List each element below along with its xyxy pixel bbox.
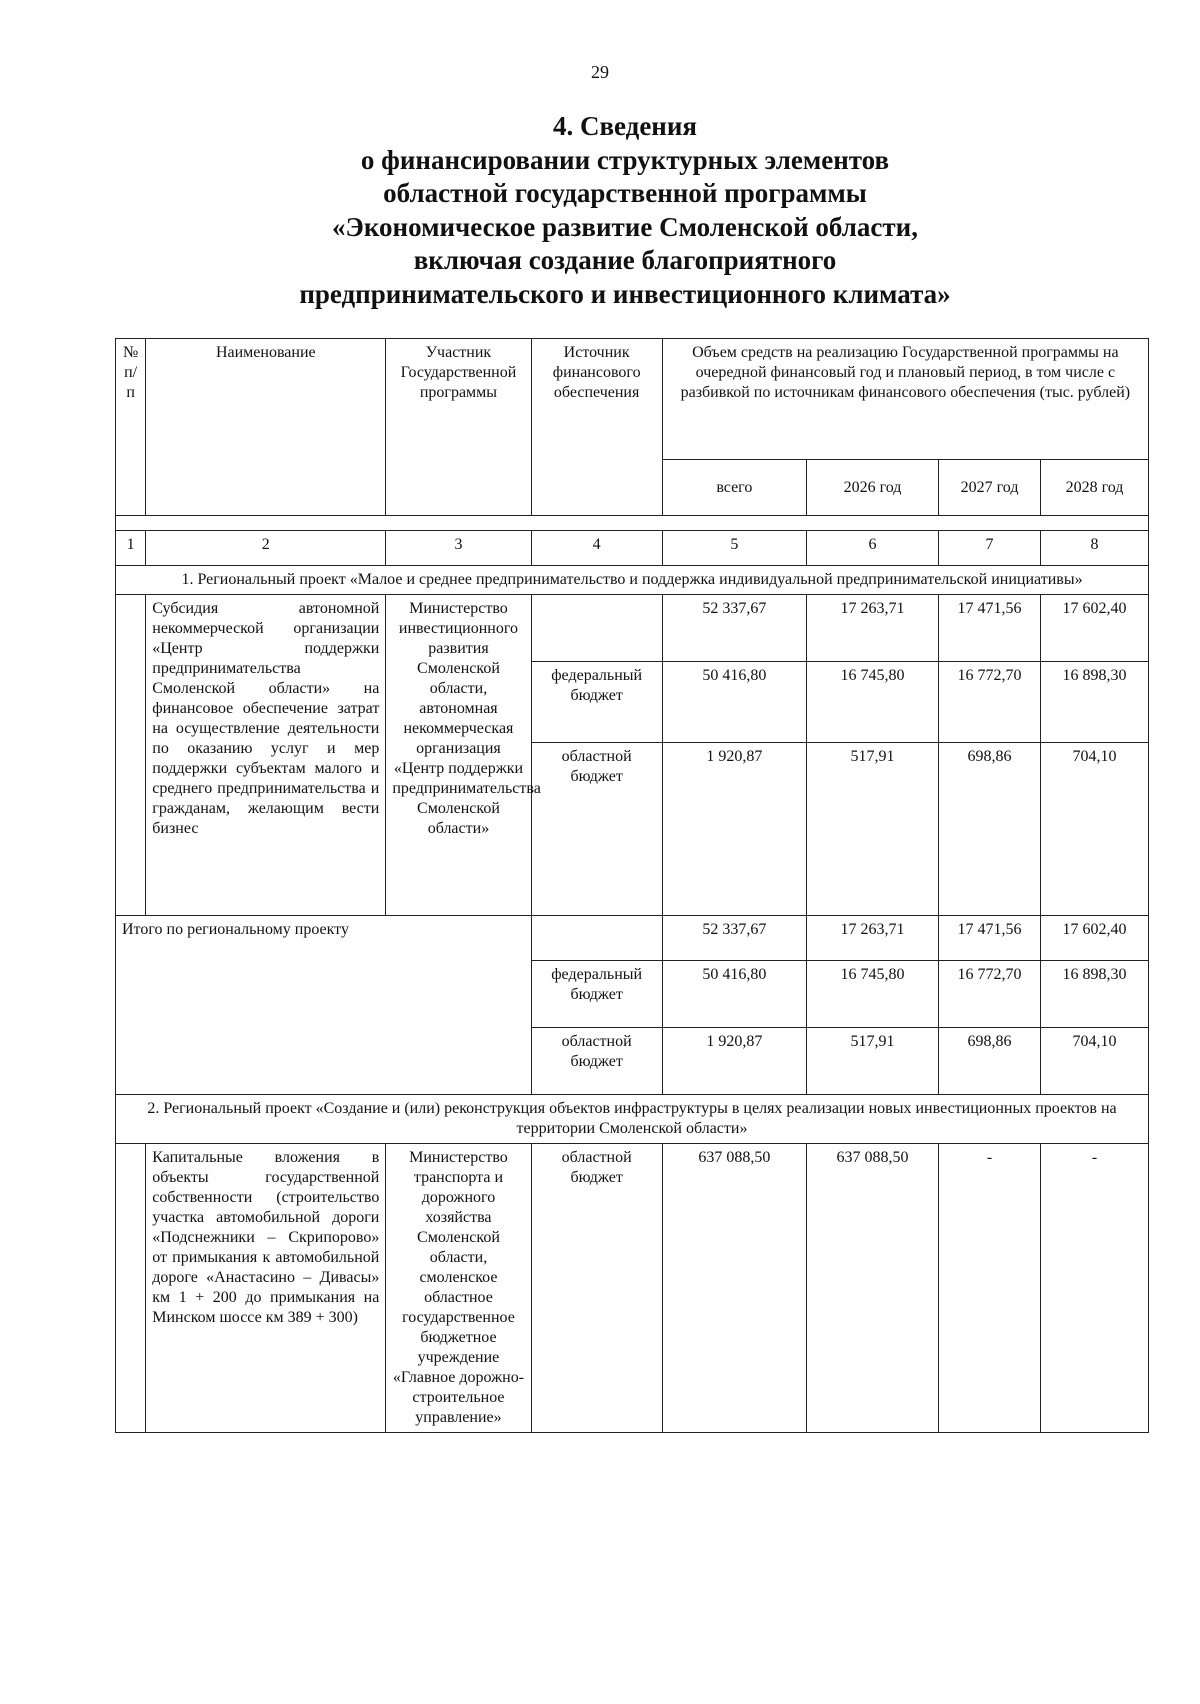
source-cell: областной бюджет bbox=[531, 1144, 662, 1433]
value-total: 52 337,67 bbox=[662, 916, 806, 961]
value-2027: - bbox=[939, 1144, 1041, 1433]
section-1-row-total bbox=[116, 595, 1149, 662]
title-line: о финансировании структурных элементов bbox=[360, 144, 890, 175]
value-2027: 17 471,56 bbox=[939, 916, 1041, 961]
column-number: 3 bbox=[386, 531, 531, 566]
value-2028: - bbox=[1040, 1144, 1148, 1433]
value-2028: 16 898,30 bbox=[1040, 961, 1148, 1028]
section-1-total-row bbox=[116, 916, 1149, 961]
value-2027: 17 471,56 bbox=[939, 595, 1041, 662]
value-2026: 16 745,80 bbox=[806, 961, 938, 1028]
title-line: областной государственной программы bbox=[383, 178, 867, 208]
source-cell: федеральный бюджет bbox=[531, 662, 662, 743]
section-1-total-label: Итого по региональному проекту bbox=[116, 916, 532, 1095]
section-1-item-name: Субсидия автономной некоммерческой организации «Центр поддержки предпринимательства Смоленской области» на финансовое обеспечение затрат на осуществление деятельности по оказанию услуг и мер поддержки субъектам малого и среднего предпринимательства и гражданам, желающим вести бизнес bbox=[146, 595, 386, 916]
column-number: 5 bbox=[662, 531, 806, 566]
column-numbers-row bbox=[116, 531, 1149, 566]
value-2026: 17 263,71 bbox=[806, 916, 938, 961]
section-1-participant: Министерство инвестиционного развития Смоленской области, автономная некоммерческая организация «Центр поддержки предпринимательства Смоленской области» bbox=[386, 595, 531, 916]
value-total: 637 088,50 bbox=[662, 1144, 806, 1433]
title-line: «Экономическое развитие Смоленской области, bbox=[332, 211, 918, 242]
source-cell: федеральный бюджет bbox=[531, 961, 662, 1028]
column-number: 6 bbox=[806, 531, 938, 566]
value-2028: 17 602,40 bbox=[1040, 916, 1148, 961]
value-2026: 17 263,71 bbox=[806, 595, 938, 662]
column-number: 7 bbox=[939, 531, 1041, 566]
header-row bbox=[116, 339, 1149, 460]
column-number: 8 bbox=[1040, 531, 1148, 566]
section-2-title-row bbox=[116, 1095, 1149, 1144]
column-number: 4 bbox=[531, 531, 662, 566]
section-2-title: 2. Региональный проект «Создание и (или) реконструкция объектов инфраструктуры в целях реализации новых инвестиционных проектов на территории Смоленской области» bbox=[116, 1095, 1149, 1144]
column-number: 1 bbox=[116, 531, 146, 566]
source-cell: областной бюджет bbox=[531, 1028, 662, 1095]
source-cell: областной бюджет bbox=[531, 743, 662, 916]
value-total: 50 416,80 bbox=[662, 961, 806, 1028]
source-cell bbox=[531, 916, 662, 961]
value-2026: 517,91 bbox=[806, 1028, 938, 1095]
value-2028: 704,10 bbox=[1040, 743, 1148, 916]
value-total: 1 920,87 bbox=[662, 1028, 806, 1095]
value-2028: 16 898,30 bbox=[1040, 662, 1148, 743]
value-2027: 16 772,70 bbox=[939, 662, 1041, 743]
header-num: № п/п bbox=[116, 339, 146, 516]
header-name: Наименование bbox=[146, 339, 386, 516]
header-2026: 2026 год bbox=[806, 460, 938, 516]
value-2027: 16 772,70 bbox=[939, 961, 1041, 1028]
column-number: 2 bbox=[146, 531, 386, 566]
header-total: всего bbox=[662, 460, 806, 516]
title-line: 4. Сведения bbox=[552, 111, 698, 141]
row-num-empty bbox=[116, 1144, 146, 1433]
value-2028: 704,10 bbox=[1040, 1028, 1148, 1095]
section-1-title-row bbox=[116, 566, 1149, 595]
page-number: 29 bbox=[591, 62, 609, 82]
value-total: 1 920,87 bbox=[662, 743, 806, 916]
section-2-participant: Министерство транспорта и дорожного хозяйства Смоленской области, смоленское областное государственное бюджетное учреждение «Главное дорожно-строительное управление» bbox=[386, 1144, 531, 1433]
header-participant: Участник Государственной программы bbox=[386, 339, 531, 516]
section-1-title: 1. Региональный проект «Малое и среднее предпринимательство и поддержка индивидуальной предпринимательской инициативы» bbox=[116, 566, 1149, 595]
value-2026: 637 088,50 bbox=[806, 1144, 938, 1433]
header-source: Источник финансового обеспечения bbox=[531, 339, 662, 516]
header-2028: 2028 год bbox=[1040, 460, 1148, 516]
document-title bbox=[100, 110, 1150, 311]
row-num-empty bbox=[116, 595, 146, 916]
financing-table bbox=[115, 338, 1149, 1433]
value-2028: 17 602,40 bbox=[1040, 595, 1148, 662]
title-line: включая создание благоприятного bbox=[413, 245, 837, 275]
section-2-row bbox=[116, 1144, 1149, 1433]
value-2026: 517,91 bbox=[806, 743, 938, 916]
title-line: предпринимательского и инвестиционного климата» bbox=[299, 278, 951, 309]
value-total: 50 416,80 bbox=[662, 662, 806, 743]
value-2027: 698,86 bbox=[939, 1028, 1041, 1095]
header-2027: 2027 год bbox=[939, 460, 1041, 516]
header-volume: Объем средств на реализацию Государственной программы на очередной финансовый год и плановый период, в том числе с разбивкой по источникам финансового обеспечения (тыс. рублей) bbox=[662, 339, 1148, 460]
value-2026: 16 745,80 bbox=[806, 662, 938, 743]
value-2027: 698,86 bbox=[939, 743, 1041, 916]
source-cell bbox=[531, 595, 662, 662]
value-total: 52 337,67 bbox=[662, 595, 806, 662]
section-2-item-name: Капитальные вложения в объекты государственной собственности (строительство участка автомобильной дороги «Подснежники – Скрипорово» от примыкания к автомобильной дороге «Анастасино – Дивасы» км 1 + 200 до примыкания на Минском шоссе км 389 + 300) bbox=[146, 1144, 386, 1433]
